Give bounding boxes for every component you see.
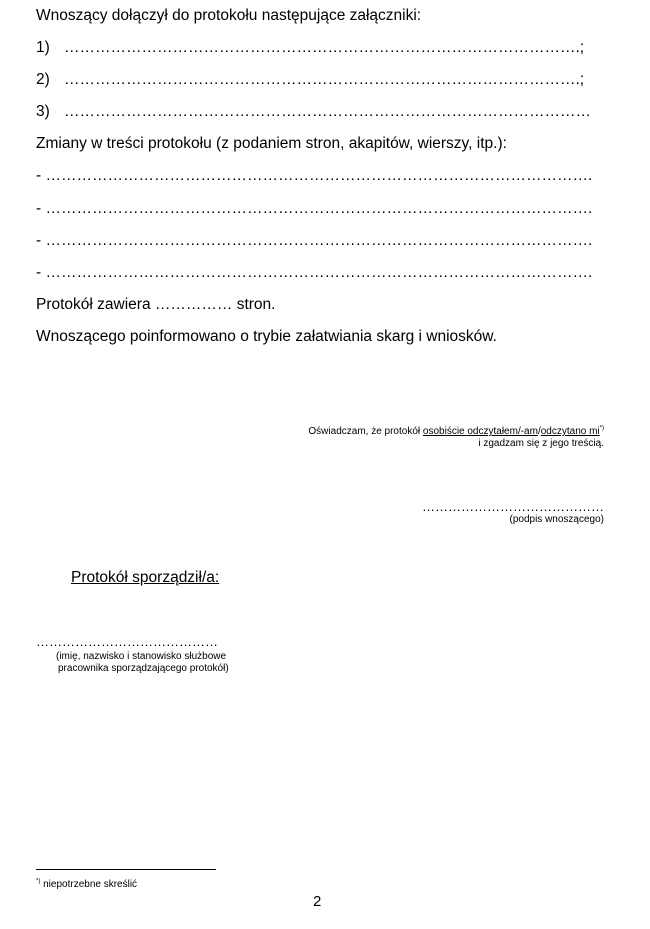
declaration-option-2: odczytano mi <box>540 426 600 437</box>
declaration-option-1: osobiście odczytałem/-am <box>422 426 538 437</box>
item-number: 3) <box>36 103 50 120</box>
change-line-2: - ……………………………………………………………………………………………. <box>36 200 593 217</box>
applicant-signature-dots: …………………………………… <box>422 499 604 514</box>
change-line-4: - ……………………………………………………………………………………………. <box>36 264 593 281</box>
preparer-caption-line-1: (imię, nazwisko i stanowisko służbowe <box>56 651 227 662</box>
declaration-line-1 <box>308 426 604 438</box>
declaration-separator: / <box>537 426 541 437</box>
pages-suffix: stron. <box>236 296 276 313</box>
footnote-divider <box>36 869 216 870</box>
pages-dots: …………… <box>154 296 233 313</box>
footnote <box>36 879 137 891</box>
changes-heading: Zmiany w treści protokołu (z podaniem stron, akapitów, wierszy, itp.): <box>36 135 507 152</box>
item-number: 1) <box>36 39 50 56</box>
preparer-signature-dots: …………………………………… <box>36 634 218 649</box>
declaration-prefix: Oświadczam, że protokół <box>308 426 423 437</box>
change-line-3: - ……………………………………………………………………………………………. <box>36 232 593 249</box>
fill-in-dots: ……………………………………………………………………………………….; <box>64 39 585 56</box>
prepared-by-heading: Protokół sporządził/a: <box>71 569 220 586</box>
info-line: Wnoszącego poinformowano o trybie załatwiania skarg i wniosków. <box>36 328 497 345</box>
footnote-marker: *) <box>36 878 41 885</box>
pages-prefix: Protokół zawiera <box>36 296 151 313</box>
pages-count-line <box>36 296 275 314</box>
attachments-heading: Wnoszący dołączył do protokołu następujące załączniki: <box>36 7 422 24</box>
item-number: 2) <box>36 71 50 88</box>
attachment-item-2 <box>36 71 584 89</box>
applicant-signature-caption: (podpis wnoszącego) <box>509 514 604 525</box>
footnote-text: niepotrzebne skreślić <box>40 879 138 890</box>
attachment-item-3 <box>36 103 591 121</box>
change-line-1: - ……………………………………………………………………………………………. <box>36 167 593 184</box>
fill-in-dots: ……………………………………………………………………………………….; <box>64 71 585 88</box>
declaration-line-2: i zgadzam się z jego treścią. <box>478 438 604 449</box>
page-number: 2 <box>313 893 322 910</box>
fill-in-dots: ………………………………………………………………………………………… <box>64 103 591 120</box>
attachment-item-1 <box>36 39 584 57</box>
preparer-caption-line-2: pracownika sporządzającego protokół) <box>58 663 229 674</box>
footnote-marker: *) <box>599 425 604 432</box>
